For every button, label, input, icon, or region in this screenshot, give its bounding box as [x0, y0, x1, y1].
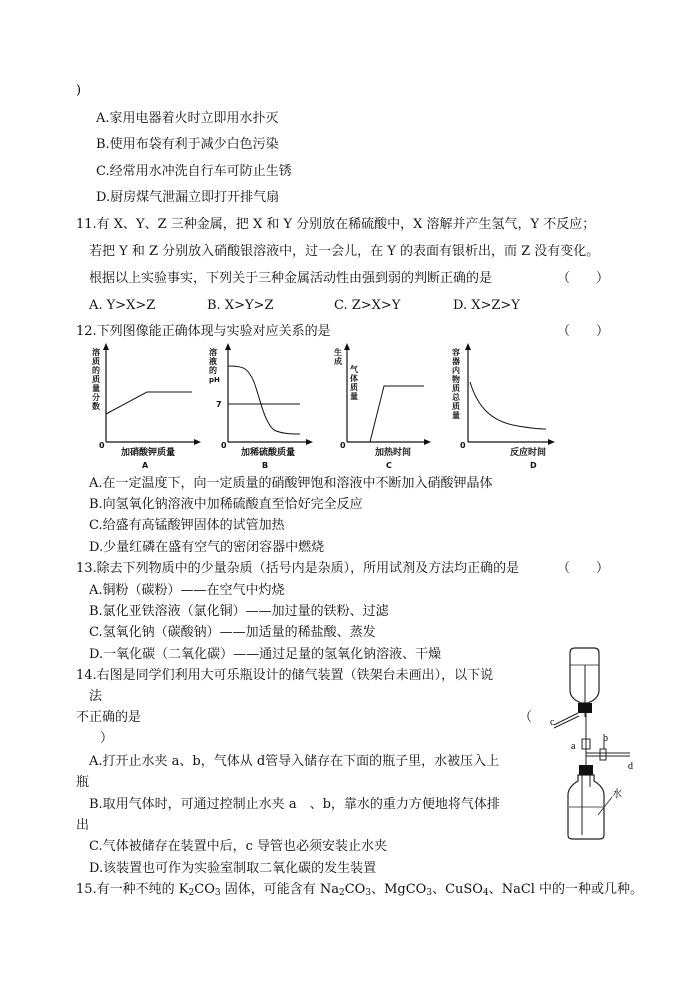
- q14-option-a-line1: A.打开止水夹 a、b，气体从 d管导入储存在下面的瓶子里，水被压入上: [89, 754, 500, 769]
- q12-graph-d-origin: 0: [460, 441, 466, 450]
- q10-option-a: A.家用电器着火时立即用水扑灭: [96, 111, 279, 126]
- q13-option-b: B.氯化亚铁溶液（氯化铜）——加过量的铁粉、过滤: [89, 604, 389, 619]
- q14-option-a-line2: 瓶: [76, 775, 90, 790]
- q12-graph-d-ylabel: [451, 347, 461, 420]
- q15-sub-1: 2: [188, 888, 195, 898]
- q13-option-c: C.氢氧化钠（碳酸钠）——加适量的稀盐酸、蒸发: [89, 625, 376, 640]
- svg-text:溶: 溶: [92, 348, 100, 357]
- svg-text:成: 成: [334, 357, 342, 366]
- q15-sub-5: 3: [426, 888, 433, 898]
- svg-text:数: 数: [92, 402, 100, 411]
- svg-text:气: 气: [350, 365, 358, 374]
- svg-text:溶: 溶: [209, 348, 217, 357]
- svg-text:容: 容: [452, 348, 460, 357]
- q13-option-a: A.铜粉（碳粉）——在空气中灼烧: [89, 583, 285, 598]
- q11-stem-line1: 11.有 X、Y、Z 三种金属，把 X 和 Y 分别放在稀硫酸中，X 溶解并产生氢气，Y 不反应；: [76, 217, 596, 232]
- q14-answer-paren-close: ）: [100, 731, 114, 746]
- upper-bottle: [570, 648, 599, 717]
- q15-sub-2: 3: [214, 888, 221, 898]
- q12-graph-b-letter: B: [262, 461, 269, 470]
- q12-graph-d-xlabel: 反应时间: [510, 448, 547, 458]
- svg-text:质: 质: [92, 375, 100, 384]
- q12-graph-b: [206, 342, 316, 472]
- q10-option-d: D.厨房煤气泄漏立即打开排气扇: [96, 190, 280, 205]
- svg-text:生: 生: [334, 348, 342, 357]
- svg-text:质: 质: [452, 384, 460, 393]
- svg-text:量: 量: [350, 392, 358, 401]
- svg-text:pH: pH: [209, 376, 220, 384]
- svg-text:的: 的: [209, 366, 217, 375]
- q15-text-3: 固体，可能含有 Na: [220, 882, 339, 897]
- q11-stem-line3: 根据以上实验事实，下列关于三种金属活动性由强到弱的判断正确的是: [89, 271, 493, 286]
- gas-storage-apparatus-figure: [540, 645, 640, 843]
- svg-text:分: 分: [92, 393, 100, 402]
- q12-option-c: C.给盛有高锰酸钾固体的试管加热: [89, 518, 285, 533]
- label-water: 水: [612, 789, 622, 800]
- svg-text:物: 物: [452, 375, 460, 384]
- q14-answer-paren-open: （: [519, 710, 533, 725]
- q15-sub-6: 4: [482, 888, 489, 898]
- q12-graph-c-xlabel: 加热时间: [375, 448, 412, 458]
- q14-stem-line3: 不正确的是: [76, 710, 142, 725]
- q15-text-4: CO: [344, 882, 366, 897]
- q10-option-b: B.使用布袋有利于减少白色污染: [96, 137, 279, 152]
- svg-text:质: 质: [92, 357, 100, 366]
- q11-option-a: A. Y>X>Z: [89, 298, 156, 313]
- q14-stem-line1: 14.右图是同学们利用大可乐瓶设计的储气装置（铁架台未画出），以下说: [76, 668, 494, 683]
- label-c: c: [550, 717, 555, 728]
- q10-option-c: C.经常用水冲洗自行车可防止生锈: [96, 164, 292, 179]
- svg-text:内: 内: [452, 366, 460, 375]
- label-a: a: [571, 741, 576, 752]
- q15-text-7: 、NaCl 中的一种或几种。: [488, 882, 644, 897]
- q11-option-d: D. X>Z>Y: [453, 298, 520, 313]
- q12-answer-paren: （ ）: [557, 324, 610, 339]
- svg-text:量: 量: [92, 384, 100, 393]
- q13-stem: 13.除去下列物质中的少量杂质（括号内是杂质），所用试剂及方法均正确的是: [76, 561, 520, 576]
- q12-option-d: D.少量红磷在盛有空气的密闭容器中燃烧: [89, 540, 325, 555]
- q12-graph-b-ylabel: [209, 347, 220, 384]
- q12-graph-b-xlabel: 加稀硫酸质量: [241, 448, 296, 458]
- q15-text-5: 、MgCO: [371, 882, 427, 897]
- q11-option-c: C. Z>X>Y: [334, 298, 401, 313]
- q14-option-b-line2: 出: [76, 818, 90, 833]
- svg-text:量: 量: [452, 411, 460, 420]
- q12-graph-b-origin: 0: [221, 441, 227, 450]
- q11-option-b: B. X>Y>Z: [207, 298, 274, 313]
- q14-stem-line2: 法: [89, 689, 103, 704]
- q10-stem-tail: ): [76, 83, 82, 98]
- q15-text-1: 15.有一种不纯的 K: [76, 882, 189, 897]
- q12-stem: 12.下列图像能正确体现与实验对应关系的是: [76, 324, 331, 339]
- q15-text-2: CO: [194, 882, 215, 897]
- q12-graph-c-origin: 0: [340, 441, 346, 450]
- q14-option-d: D.该装置也可作为实验室制取二氧化碳的发生装置: [89, 861, 377, 876]
- q12-graph-a-xlabel: 加硝酸钾质量: [121, 448, 176, 458]
- q12-option-b: B.向氢氧化钠溶液中加稀硫酸直至恰好完全反应: [89, 497, 363, 512]
- q15-text-6: 、CuSO: [432, 882, 483, 897]
- label-b: b: [603, 733, 608, 744]
- q15-stem: [76, 882, 643, 901]
- svg-text:液: 液: [209, 357, 217, 366]
- q12-graph-d-letter: D: [530, 461, 537, 470]
- svg-text:总: 总: [452, 393, 460, 402]
- q11-answer-paren: （ ）: [557, 271, 610, 286]
- q12-graph-c-letter: C: [386, 461, 392, 470]
- lower-bottle: [568, 765, 604, 839]
- q12-option-a: A.在一定温度下，向一定质量的硝酸钾饱和溶液中不断加入硝酸钾晶体: [89, 476, 493, 491]
- q13-answer-paren: （ ）: [557, 561, 610, 576]
- q12-graph-a: [84, 342, 202, 472]
- q14-option-b-line1: B.取用气体时，可通过控制止水夹 a 、b，靠水的重力方便地将气体排: [89, 797, 500, 812]
- svg-text:的: 的: [92, 366, 100, 375]
- q15-sub-4: 3: [365, 888, 372, 898]
- q12-graph-a-origin: 0: [99, 441, 105, 450]
- svg-text:质: 质: [452, 402, 460, 411]
- q14-option-c: C.气体被储存在装置中后，c 导管也必须安装止水夹: [89, 839, 388, 854]
- svg-text:质: 质: [350, 383, 358, 392]
- svg-text:体: 体: [350, 374, 358, 383]
- label-d: d: [628, 761, 633, 772]
- svg-text:器: 器: [452, 357, 460, 366]
- q12-graph-a-ylabel: [91, 347, 100, 411]
- q12-graph-a-letter: A: [142, 461, 149, 470]
- q12-graph-c: [330, 342, 434, 472]
- q15-sub-3: 2: [339, 888, 345, 898]
- q12-graph-b-tick-7: 7: [216, 400, 222, 409]
- q12-graph-d: [446, 342, 558, 472]
- q11-stem-line2: 若把 Y 和 Z 分别放入硝酸银溶液中，过一会儿，在 Y 的表面有银析出，而 Z 没有变化。: [89, 244, 600, 259]
- q13-option-d: D.一氧化碳（二氧化碳）——通过足量的氢氧化钠溶液、干燥: [89, 647, 442, 662]
